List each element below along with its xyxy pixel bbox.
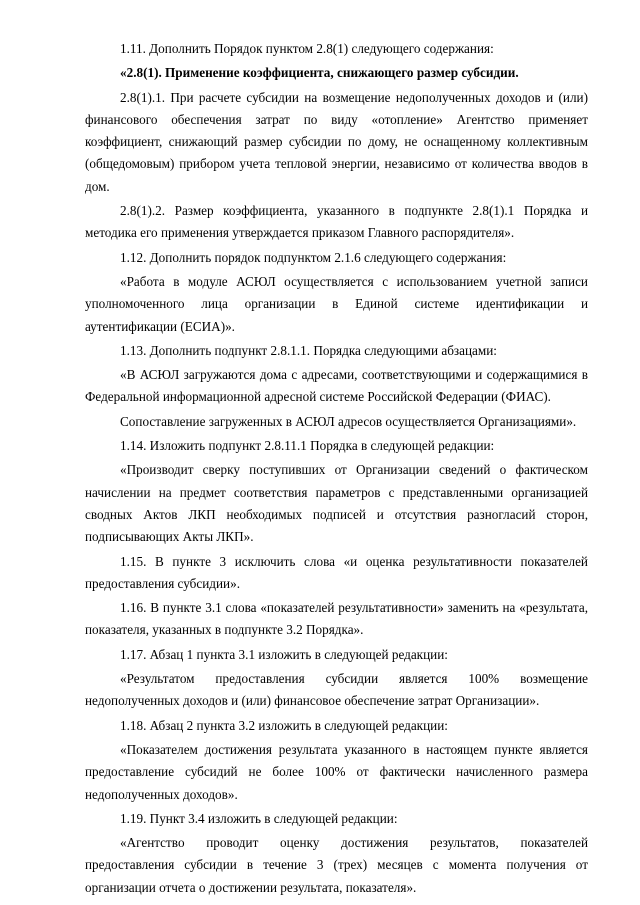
paragraph-1-11: 1.11. Дополнить Порядок пунктом 2.8(1) следующего содержания: [120, 41, 494, 56]
paragraph-1-12: 1.12. Дополнить порядок подпунктом 2.1.6 следующего содержания: [120, 249, 507, 265]
paragraph-2-8-1-1: 2.8(1).1. При расчете субсидии на возмещение недополученных доходов и (или) финансового обеспечения затрат по виду «отопление» Агентство применяет коэффициент, снижающий размер субсидии по дому, не оснащенному коллективным (общедомовым) прибором учета тепловой энергии, независимо от количества вводов в дом. [85, 89, 588, 194]
paragraph-1-19-quote: «Агентство проводит оценку достижения результатов, показателей предоставления субсидии в течение 3 (трех) месяцев с момента получения от организации отчета о достижении результата, показателя». [85, 835, 588, 895]
section-heading-2-8-1: «2.8(1). Применение коэффициента, снижающего размер субсидии. [120, 65, 519, 81]
paragraph-1-13-quote-2: Сопоставление загруженных в АСЮЛ адресов осуществляется Организациями». [120, 413, 577, 429]
paragraph-1-14-quote: «Производит сверку поступивших от Организации сведений о фактическом начислении на предмет соответствия параметров с представленными организацией сводных Актов ЛКП необходимых подписей и отсутствия разногласий сторон, подписывающих Акты ЛКП». [85, 462, 588, 545]
paragraph-1-14: 1.14. Изложить подпункт 2.8.11.1 Порядка в следующей редакции: [120, 438, 495, 454]
paragraph-2-8-1-2: 2.8(1).2. Размер коэффициента, указанного в подпункте 2.8(1).1 Порядка и методика его применения утверждается приказом Главного распорядителя». [85, 203, 588, 241]
paragraph-1-13: 1.13. Дополнить подпункт 2.8.1.1. Порядка следующими абзацами: [120, 342, 497, 358]
paragraph-1-18-quote: «Показателем достижения результата указанного в настоящем пункте является предоставление субсидий не более 100% от фактически начисленного размера недополученных доходов». [85, 741, 588, 802]
paragraph-1-17: 1.17. Абзац 1 пункта 3.1 изложить в следующей редакции: [120, 646, 448, 662]
paragraph-1-16: 1.16. В пункте 3.1 слова «показателей результативности» заменить на «результата, показателя, указанных в подпункте 3.2 Порядка». [85, 600, 588, 638]
paragraph-1-18: 1.18. Абзац 2 пункта 3.2 изложить в следующей редакции: [120, 717, 448, 733]
paragraph-1-17-quote: «Результатом предоставления субсидии является 100% возмещение недополученных доходов и (или) финансовое обеспечение затрат Организации». [85, 671, 588, 709]
paragraph-1-12-quote: «Работа в модуле АСЮЛ осуществляется с использованием учетной записи уполномоченного лица организации в Единой системе идентификации и аутентификации (ЕСИА)». [85, 273, 588, 334]
paragraph-1-15: 1.15. В пункте 3 исключить слова «и оценка результативности показателей предоставления субсидии». [85, 553, 588, 591]
paragraph-1-13-quote-1: «В АСЮЛ загружаются дома с адресами, соответствующими и содержащимися в Федеральной информационной адресной системе Российской Федерации (ФИАС). [85, 367, 588, 405]
paragraph-1-19: 1.19. Пункт 3.4 изложить в следующей редакции: [120, 810, 398, 826]
